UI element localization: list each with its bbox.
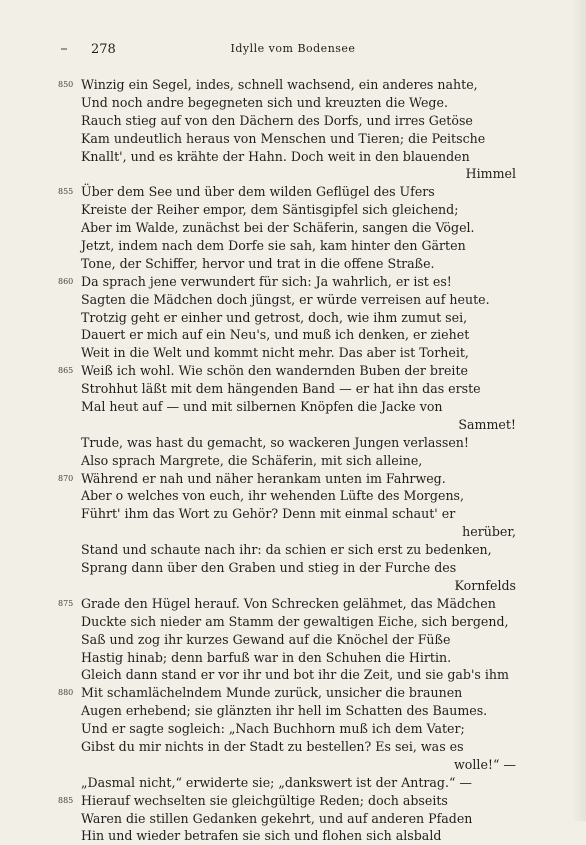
verse-line — [0, 434, 586, 452]
verse-line — [0, 148, 586, 166]
verse-line — [0, 774, 586, 792]
verse-text: Kreiste der Reiher empor, dem Säntisgipfel sich gleichend; — [81, 202, 459, 218]
verse-line — [0, 487, 586, 505]
verse-continuation — [0, 416, 586, 434]
verse-line — [0, 76, 586, 94]
verse-text: Saß und zog ihr kurzes Gewand auf die Knöchel der Füße — [81, 631, 451, 647]
verse-continuation — [0, 756, 586, 774]
line-number: 855 — [58, 187, 74, 197]
verse-line — [0, 380, 586, 398]
verse-text: Augen erhebend; sie glänzten ihr hell im Schatten des Baumes. — [81, 703, 488, 719]
line-number: 850 — [58, 80, 74, 89]
verse-line — [0, 684, 586, 702]
poem-text — [0, 76, 586, 845]
verse-line — [0, 344, 586, 362]
continuation-text: herüber, — [462, 524, 516, 540]
verse-line — [0, 649, 586, 667]
verse-text: Weit in die Welt und kommt nicht mehr. Das aber ist Torheit, — [81, 345, 469, 361]
verse-text: Duckte sich nieder am Stamm der gewaltigen Eiche, sich bergend, — [81, 613, 509, 629]
verse-line — [0, 702, 586, 720]
verse-line — [0, 130, 586, 148]
line-number: 860 — [58, 276, 74, 286]
verse-line — [0, 255, 586, 273]
verse-text: Aber o welches von euch, ihr wehenden Lüfte des Morgens, — [81, 488, 465, 504]
continuation-text: wolle!“ — — [454, 756, 516, 772]
continuation-text: Sammet! — [458, 416, 516, 432]
verse-line — [0, 309, 586, 327]
verse-text: Strohhut läßt mit dem hängenden Band — er hat ihn das erste — [81, 381, 481, 397]
verse-line — [0, 738, 586, 756]
line-number: 880 — [58, 688, 74, 698]
verse-line — [0, 452, 586, 470]
verse-line — [0, 112, 586, 130]
verse-line — [0, 827, 586, 845]
verse-line — [0, 183, 586, 201]
verse-text: Über dem See und über dem wilden Geflügel des Ufers — [81, 184, 435, 200]
line-number: 870 — [58, 473, 74, 483]
verse-line — [0, 631, 586, 649]
verse-text: Kam undeutlich heraus von Menschen und Tieren; die Peitsche — [81, 130, 486, 146]
verse-text: Da sprach jene verwundert für sich: Ja wahrlich, er ist es! — [81, 273, 452, 289]
verse-line — [0, 201, 586, 219]
verse-text: Hierauf wechselten sie gleichgültige Reden; doch abseits — [81, 792, 448, 808]
verse-text: Jetzt, indem nach dem Dorfe sie sah, kam hinter den Gärten — [81, 238, 466, 254]
verse-line — [0, 541, 586, 559]
page-number: 278 — [91, 42, 116, 57]
line-number: 875 — [58, 598, 74, 608]
verse-line — [0, 666, 586, 684]
verse-continuation — [0, 523, 586, 541]
verse-text: Stand und schaute nach ihr: da schien er sich erst zu bedenken, — [81, 542, 492, 558]
verse-text: Führt' ihm das Wort zu Gehör? Denn mit einmal schaut' er — [81, 506, 456, 522]
verse-line — [0, 398, 586, 416]
verse-text: Gibst du mir nichts in der Stadt zu bestellen? Es sei, was es — [81, 738, 464, 754]
verse-line — [0, 470, 586, 488]
verse-line — [0, 94, 586, 112]
page-header — [0, 40, 586, 60]
verse-text: Hastig hinab; denn barfuß war in den Schuhen die Hirtin. — [81, 649, 452, 665]
verse-line — [0, 273, 586, 291]
verse-line — [0, 792, 586, 810]
continuation-text: Himmel — [465, 166, 516, 182]
verse-text: Während er nah und näher herankam unten im Fahrweg. — [81, 470, 446, 486]
verse-line — [0, 219, 586, 237]
verse-text: Also sprach Margrete, die Schäferin, mit sich alleine, — [81, 452, 423, 468]
verse-text: Sagten die Mädchen doch jüngst, er würde verreisen auf heute. — [81, 291, 490, 307]
verse-line — [0, 595, 586, 613]
verse-text: Mal heut auf — und mit silbernen Knöpfen die Jacke von — [81, 399, 443, 415]
verse-text: Tone, der Schiffer, hervor und trat in die offene Straße. — [81, 255, 435, 271]
continuation-text: Kornfelds — [454, 577, 516, 593]
verse-line — [0, 559, 586, 577]
verse-text: Sprang dann über den Graben und stieg in der Furche des — [81, 560, 457, 576]
verse-text: Weiß ich wohl. Wie schön den wandernden Buben der breite — [81, 363, 468, 379]
verse-text: Aber im Walde, zunächst bei der Schäferin, sangen die Vögel. — [81, 220, 475, 236]
verse-continuation — [0, 577, 586, 595]
verse-text: Und noch andre begegneten sich und kreuzten die Wege. — [81, 94, 448, 110]
verse-text: Dauert er mich auf ein Neu's, und muß ich denken, er ziehet — [81, 327, 470, 343]
verse-line — [0, 237, 586, 255]
running-title: Idylle vom Bodensee — [230, 42, 356, 55]
verse-text: Mit schamlächelndem Munde zurück, unsicher die braunen — [81, 685, 463, 701]
verse-line — [0, 505, 586, 523]
verse-text: Knallt', und es krähte der Hahn. Doch weit in den blauenden — [81, 148, 470, 164]
verse-line — [0, 291, 586, 309]
verse-text: Waren die stillen Gedanken gekehrt, und auf anderen Pfaden — [81, 810, 473, 826]
verse-line — [0, 720, 586, 738]
verse-text: Und er sagte sogleich: „Nach Buchhorn muß ich dem Vater; — [81, 721, 465, 737]
verse-continuation — [0, 165, 586, 183]
verse-text: Trude, was hast du gemacht, so wackeren Jungen verlassen! — [81, 434, 469, 450]
verse-text: „Dasmal nicht,“ erwiderte sie; „dankswert ist der Antrag.“ — — [81, 774, 473, 790]
line-number: 885 — [58, 795, 74, 805]
verse-text: Gleich dann stand er vor ihr und bot ihr die Zeit, und sie gab's ihm — [81, 667, 509, 683]
verse-text: Winzig ein Segel, indes, schnell wachsend, ein anderes nahte, — [81, 77, 478, 92]
verse-text: Trotzig geht er einher und getrost, doch, wie ihm zumut sei, — [81, 309, 468, 325]
line-number: 865 — [58, 366, 74, 376]
verse-line — [0, 810, 586, 828]
verse-text: Rauch stieg auf von den Dächern des Dorfs, und irres Getöse — [81, 112, 473, 128]
verse-text: Hin und wieder betrafen sie sich und flohen sich alsbald — [81, 828, 442, 844]
verse-line — [0, 613, 586, 631]
verse-text: Grade den Hügel herauf. Von Schrecken gelähmet, das Mädchen — [81, 595, 496, 611]
verse-line — [0, 362, 586, 380]
verse-line — [0, 326, 586, 344]
